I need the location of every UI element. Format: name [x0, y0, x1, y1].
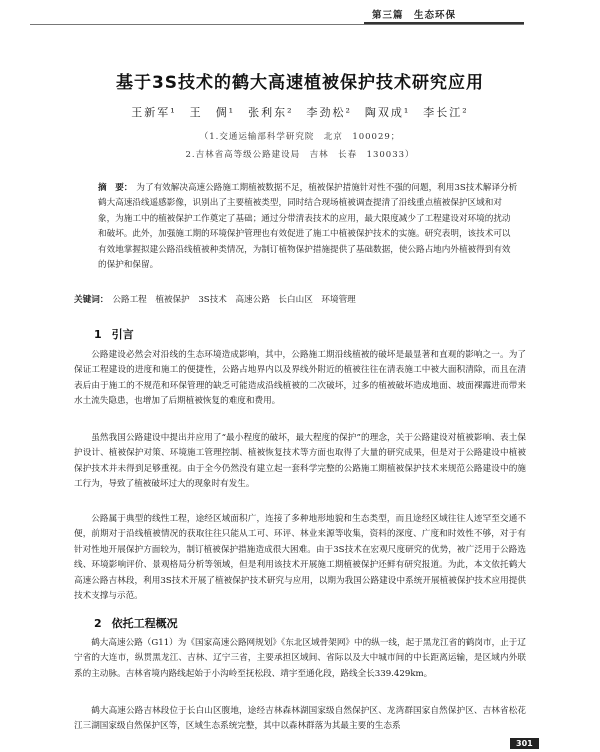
affiliation-line-2: 2.吉林省高等级公路建设局 吉林 长春 130033） [185, 150, 415, 160]
section-title: 引言 [111, 328, 134, 341]
author-list: 王新军¹ 王 倜¹ 张利东² 李劲松² 陶双成¹ 李长江² [131, 106, 469, 119]
article-title: 基于3S技术的鹤大高速植被保护技术研究应用 [115, 73, 485, 93]
paragraph: 公路建设必然会对沿线的生态环境造成影响，其中，公路施工期沿线植被的破坏是最显著和直观的影响之一。为了保证工程建设的进度和施工的便捷性，公路占地界内以及界线外附近的植被往往在清表施工中被大面积清除，而且在清表后由于施工的不规范和环保管理的缺乏可能造成沿线植被的二次破坏，过多的植被破坏造成地面、坡面裸露进而带来水土流失隐患，也增加了后期植被恢复的难度和费用。 [74, 350, 526, 407]
abstract [98, 181, 518, 273]
keywords-text: 公路工程 植被保护 3S技术 高速公路 长白山区 环境管理 [112, 295, 356, 305]
header-thin-rule [30, 24, 524, 25]
paragraph: 鹤大高速公路吉林段位于长白山区腹地，途经吉林森林湖国家级自然保护区、龙湾群国家自然保护区、吉林省松花江三湖国家级自然保护区等，区域生态系统完整，其中以森林群落为其最主要的生态系 [74, 706, 526, 732]
running-header [0, 0, 600, 26]
section-heading-1 [94, 326, 134, 342]
section-heading-2 [94, 615, 178, 631]
page-number: 301 [510, 738, 539, 749]
section-number: 1 [94, 328, 102, 341]
abstract-label: 摘 要： [98, 183, 133, 193]
paragraph: 鹤大高速公路（G11）为《国家高速公路网规划》《东北区域骨架网》中的纵一线，起于黑龙江省的鹤岗市，止于辽宁省的大连市，纵贯黑龙江、吉林、辽宁三省，主要承担区域间、省际以及大中城市间的中长距离运输，是区域内外联系的主动脉。吉林省境内路线起始于小沟岭至抚松段、靖宇至通化段，路线全长339.429km。 [74, 638, 526, 679]
paragraph: 虽然我国公路建设中提出并应用了“最小程度的破坏，最大程度的保护”的理念，关于公路建设对植被影响、表土保护设计、植被保护对策、环境施工管理控制、植被恢复技术等方面也取得了大量的研究成果，但是对于公路建设中植被保护技术并未得到足够重视。由于全今仍然没有建立起一套科学完整的公路施工期植被保护技术来规范公路建设中的施工行为，导致了植被破坏过大的现象时有发生。 [74, 433, 526, 490]
paragraph: 公路属于典型的线性工程，途经区域面积广，连接了多种地形地貌和生态类型，而且途经区域往往人迹罕至交通不便，前期对于沿线植被情况的获取往往只能从工可、环评、林业来源等收集，资料的深度、广度和时效性不够，对于有针对性地开展保护方面较为，制订植被保护措施造成很大困难。由于3S技术在宏观尺度研究的优势，被广泛用于公路选线、环境影响评价、景观格局分析等领域，但是利用该技术开展施工期植被保护还鲜有研究报道。为此，本文依托鹤大高速公路吉林段，利用3S技术开展了植被保护技术研究与应用，以期为我国公路建设中系统开展植被保护技术应用提供技术支撑与示范。 [74, 514, 526, 602]
keywords-label: 关键词： [74, 295, 109, 305]
affiliation-line-1: （1.交通运输部科学研究院 北京 100029； [199, 132, 401, 142]
section-title: 依托工程概况 [111, 617, 178, 630]
keywords [74, 293, 524, 305]
running-header-title: 第三篇 生态环保 [372, 10, 457, 21]
abstract-text: 为了有效解决高速公路施工期植被数据不足，植被保护措施针对性不强的问题，利用3S技术解译分析鹤大高速沿线遥感影像，识别出了主要植被类型，同时结合现场植被调查提清了沿线重点植被保护区域和对象，为施工中的植被保护工作奠定了基础；通过分带清表技术的应用，最大限度减少了工程建设对环境的扰动和破坏。此外，加强施工期的环境保护管理也有效促进了施工中植被保护技术的实施。研究表明，该技术可以有效地掌握拟建公路沿线植被种类情况，为制订植物保护措施提供了基础数据，使公路占地内外植被得到有效的保护和保留。 [98, 183, 518, 271]
section-number: 2 [94, 617, 102, 630]
